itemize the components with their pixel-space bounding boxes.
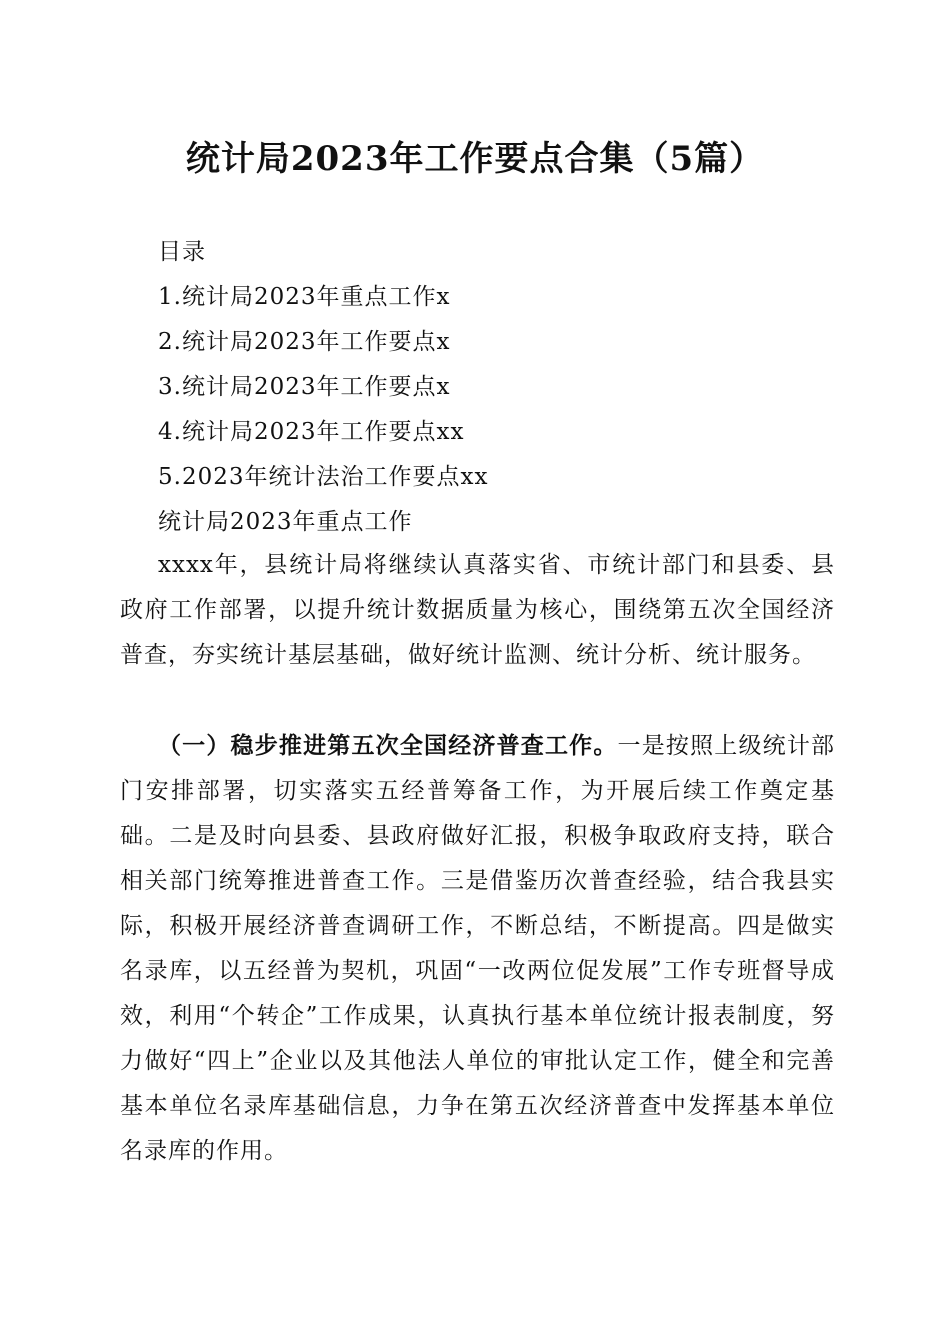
toc-item-1: 1.统计局2023年重点工作x bbox=[158, 284, 451, 310]
toc-item-2: 2.统计局2023年工作要点x bbox=[158, 329, 451, 355]
toc-heading: 目录 bbox=[158, 239, 206, 265]
toc-item-3: 3.统计局2023年工作要点x bbox=[158, 374, 451, 400]
intro-paragraph: xxxx年，县统计局将继续认真落实省、市统计部门和县委、县政府工作部署，以提升统计数据质量为核心，围绕第五次全国经济普查，夯实统计基层基础，做好统计监测、统计分析、统计服务。 bbox=[120, 552, 835, 668]
toc-item-5: 5.2023年统计法治工作要点xx bbox=[158, 464, 489, 490]
section-one-heading: （一）稳步推进第五次全国经济普查工作。 bbox=[158, 732, 618, 759]
section-one-paragraph bbox=[120, 723, 835, 1174]
section-one-body: 一是按照上级统计部门安排部署，切实落实五经普筹备工作，为开展后续工作奠定基础。二是及时向县委、县政府做好汇报，积极争取政府支持，联合相关部门统筹推进普查工作。三是借鉴历次普查经验，结合我县实际，积极开展经济普查调研工作，不断总结，不断提高。四是做实名录库，以五经普为契机，巩固“一改两位促发展”工作专班督导成效，利用“个转企”工作成果，认真执行基本单位统计报表制度，努力做好“四上”企业以及其他法人单位的审批认定工作，健全和完善基本单位名录库基础信息，力争在第五次经济普查中发挥基本单位名录库的作用。 bbox=[120, 733, 836, 1164]
section-title: 统计局2023年重点工作 bbox=[158, 509, 413, 535]
document-title: 统计局2023年工作要点合集（5篇） bbox=[185, 139, 765, 179]
toc-item-4: 4.统计局2023年工作要点xx bbox=[158, 419, 465, 445]
